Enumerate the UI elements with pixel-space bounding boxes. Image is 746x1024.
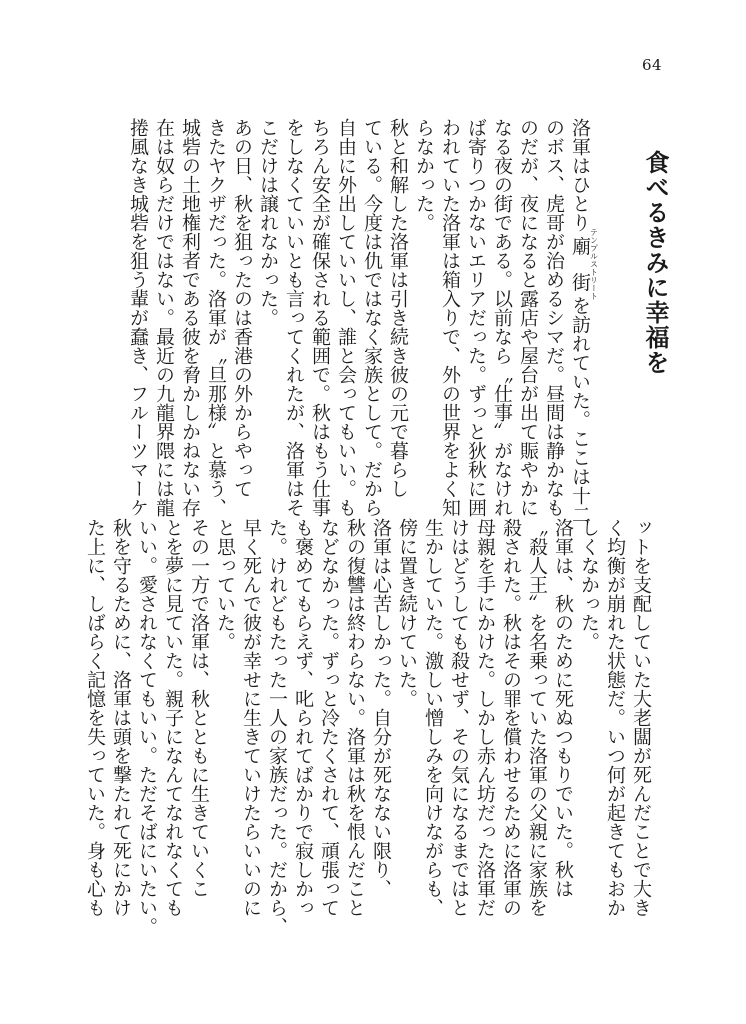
text-line: 殺された。秋はその罪を償わせるために洛軍の (500, 518, 522, 917)
text-line: く均衡が崩れた状態だ。いつ何が起きてもおか (604, 518, 626, 917)
text-line: 母親を手にかけた。しかし赤ん坊だった洛軍だ (474, 518, 496, 917)
text-line: をしなくていいとも言ってくれたが、洛軍はそ (283, 118, 305, 517)
text-line: 自由に外出していいし、誰と会ってもいい。も (335, 118, 357, 517)
text-line: とを夢に見ていた。親子になんてなれなくても (162, 518, 184, 917)
text-line: 洛軍は心苦しかった。自分が死なない限り、 (370, 518, 392, 898)
text-line: も褒めてもらえず、叱られてばかりで寂しかっ (292, 518, 314, 917)
ruby-temple-street: 廟街テンプルストリート (569, 228, 599, 300)
text-line: 城砦の土地権利者である彼を脅かしかねない存 (179, 118, 201, 517)
chapter-title: 食べるきみに幸福を (641, 150, 670, 375)
text-line: のボス、虎哥が治めるシマだ。昼間は静かなも (543, 118, 565, 517)
text-line: 洛軍は、秋のために死ぬつもりでいた。秋は (552, 518, 574, 898)
text-line: ば寄りつかないエリアだった。ずっと狄秋に囲 (465, 118, 487, 517)
text-line: た上に、しばらく記憶を失っていた。身も心も (84, 518, 106, 917)
text-line: その一方で洛軍は、秋とともに生きていくこ (188, 518, 210, 898)
text-line: と思っていた。 (214, 518, 236, 651)
text-line: 傍に置き続けていた。 (396, 518, 418, 708)
text-line: のだが、夜になると露店や屋台が出て賑やかに (517, 118, 539, 517)
text-line: いい。愛されなくてもいい。ただそばにいたい。 (136, 518, 158, 936)
text-line: あの日、秋を狙ったのは香港の外からやって (231, 118, 253, 498)
text-line: しくなかった。 (578, 518, 600, 651)
text-line: ちろん安全が確保される範囲で。秋はもう仕事 (309, 118, 331, 517)
text-line: こだけは譲れなかった。 (257, 118, 279, 327)
body-text-lower (84, 518, 654, 936)
text-line: 在は奴らだけではない。最近の九龍界隈には龍 (153, 118, 175, 517)
text-line: 捲風なき城砦を狙う輩が蠢き、フルーツマーケ (127, 118, 149, 517)
text-line: 〝殺人王〟を名乗っていた洛軍の父親に家族を (526, 518, 548, 917)
text-line: われていた洛軍は箱入りで、外の世界をよく知 (439, 118, 461, 517)
page-number: 64 (642, 56, 663, 74)
text-line: 早く死んで彼が幸せに生きていけたらいいのに (240, 518, 262, 917)
text-line: 秋と和解した洛軍は引き続き彼の元で暮らし (387, 118, 409, 498)
text-line: 秋の復讐は終わらない。洛軍は秋を恨んだこと (344, 518, 366, 917)
text-line: た。けれどもたった一人の家族だった。だから、 (266, 518, 288, 936)
text-line: 洛軍はひとり廟街テンプルストリートを訪れていた。ここは十二 (569, 118, 599, 524)
text-line: ットを支配していた大老闆が死んだことで大き (630, 518, 652, 917)
text-line: ている。今度は仇ではなく家族として。だから (361, 118, 383, 517)
text-line: 秋を守るために、洛軍は頭を撃たれて死にかけ (110, 518, 132, 917)
text-line: きたヤクザだった。洛軍が〝旦那様〟と慕う、 (205, 118, 227, 517)
body-text-upper (104, 118, 599, 524)
text-line: なる夜の街である。以前なら〝仕事〟がなけれ (491, 118, 513, 517)
text-line: らなかった。 (413, 118, 435, 232)
text-line: 生かしていた。激しい憎しみを向けながらも、 (422, 518, 444, 917)
text-line: などなかった。ずっと冷たくされて、頑張って (318, 518, 340, 917)
text-line: けはどうしても殺せず、その気になるまではと (448, 518, 470, 917)
